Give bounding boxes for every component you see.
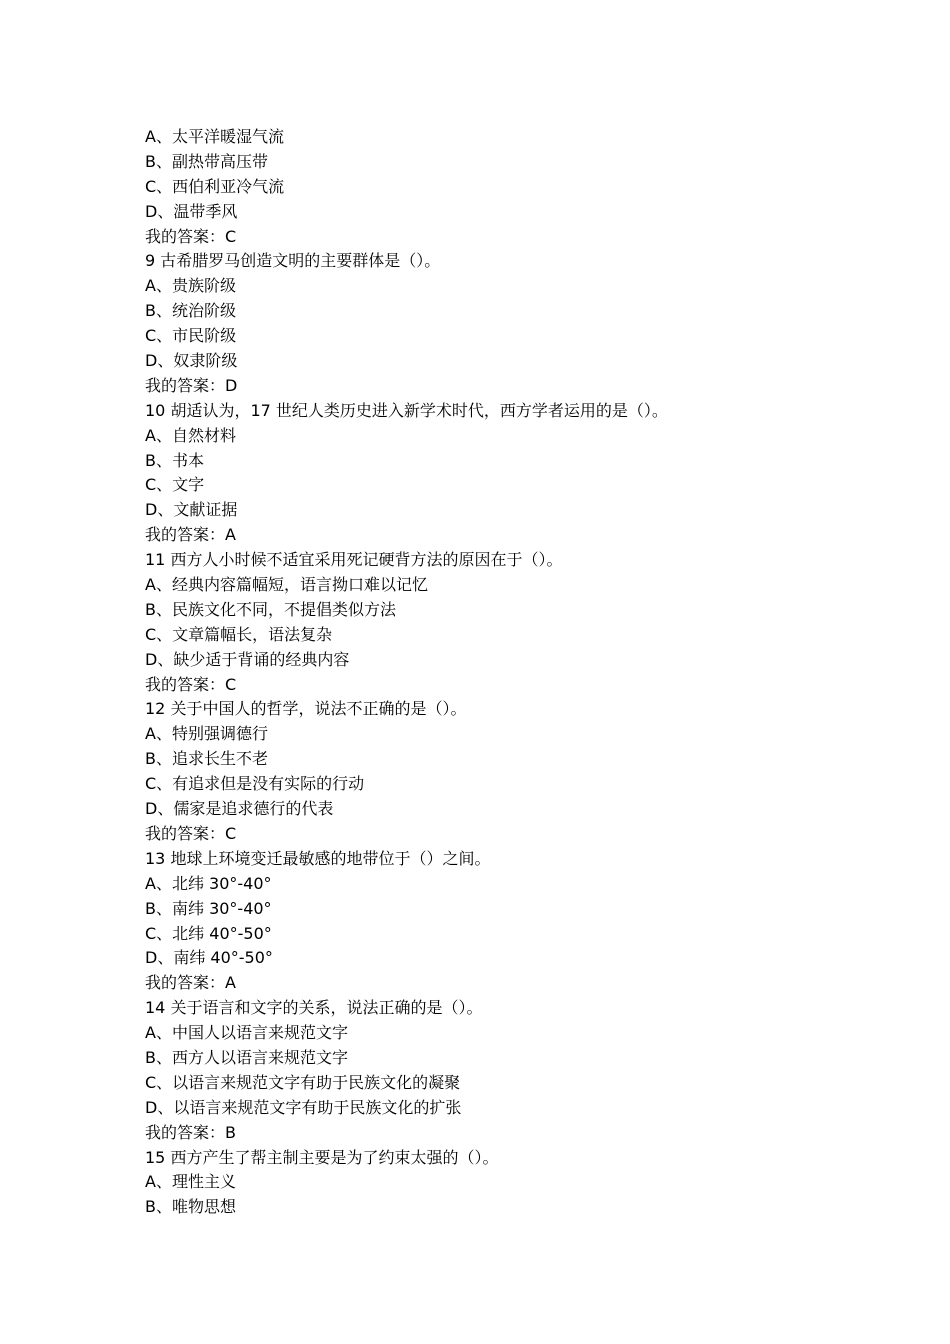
answer-line: 我的答案：C xyxy=(145,226,237,246)
option-line: C、有追求但是没有实际的行动 xyxy=(145,774,365,794)
option-line: B、南纬 30°-40° xyxy=(145,898,272,918)
option-line: C、文章篇幅长，语法复杂 xyxy=(145,624,333,644)
option-line: A、特别强调德行 xyxy=(145,724,268,744)
option-line: C、北纬 40°-50° xyxy=(145,923,272,943)
document-page xyxy=(145,125,905,1220)
option-line: A、自然材料 xyxy=(145,425,236,445)
option-line: A、理性主义 xyxy=(145,1172,236,1192)
question-line: 15 西方产生了帮主制主要是为了约束太强的（）。 xyxy=(145,1147,499,1167)
question-line: 10 胡适认为，17 世纪人类历史进入新学术时代，西方学者运用的是（）。 xyxy=(145,400,668,420)
option-line: D、文献证据 xyxy=(145,500,238,520)
option-line: C、西伯利亚冷气流 xyxy=(145,176,285,196)
option-line: B、追求长生不老 xyxy=(145,749,268,769)
answer-line: 我的答案：A xyxy=(145,525,236,545)
option-line: A、中国人以语言来规范文字 xyxy=(145,1023,348,1043)
option-line: B、副热带高压带 xyxy=(145,151,268,171)
option-line: B、书本 xyxy=(145,450,204,470)
option-line: D、奴隶阶级 xyxy=(145,351,238,371)
question-line: 14 关于语言和文字的关系，说法正确的是（）。 xyxy=(145,998,483,1018)
question-line: 12 关于中国人的哲学，说法不正确的是（）。 xyxy=(145,699,467,719)
option-line: B、西方人以语言来规范文字 xyxy=(145,1047,348,1067)
option-line: D、南纬 40°-50° xyxy=(145,948,273,968)
answer-line: 我的答案：C xyxy=(145,823,237,843)
option-line: D、以语言来规范文字有助于民族文化的扩张 xyxy=(145,1097,462,1117)
option-line: A、北纬 30°-40° xyxy=(145,873,272,893)
option-line: D、缺少适于背诵的经典内容 xyxy=(145,649,350,669)
answer-line: 我的答案：D xyxy=(145,375,238,395)
answer-line: 我的答案：C xyxy=(145,674,237,694)
option-line: A、经典内容篇幅短，语言拗口难以记忆 xyxy=(145,575,428,595)
answer-line: 我的答案：B xyxy=(145,1122,236,1142)
option-line: C、文字 xyxy=(145,475,205,495)
option-line: B、唯物思想 xyxy=(145,1197,236,1217)
answer-line: 我的答案：A xyxy=(145,973,236,993)
option-line: C、以语言来规范文字有助于民族文化的凝聚 xyxy=(145,1072,461,1092)
option-line: A、贵族阶级 xyxy=(145,276,236,296)
option-line: D、儒家是追求德行的代表 xyxy=(145,799,334,819)
option-line: C、市民阶级 xyxy=(145,326,237,346)
question-line: 11 西方人小时候不适宜采用死记硬背方法的原因在于（）。 xyxy=(145,550,563,570)
question-line: 9 古希腊罗马创造文明的主要群体是（）。 xyxy=(145,251,441,271)
question-line: 13 地球上环境变迁最敏感的地带位于（）之间。 xyxy=(145,848,491,868)
option-line: D、温带季风 xyxy=(145,201,238,221)
option-line: B、民族文化不同，不提倡类似方法 xyxy=(145,599,396,619)
option-line: B、统治阶级 xyxy=(145,301,236,321)
option-line: A、太平洋暖湿气流 xyxy=(145,127,284,146)
